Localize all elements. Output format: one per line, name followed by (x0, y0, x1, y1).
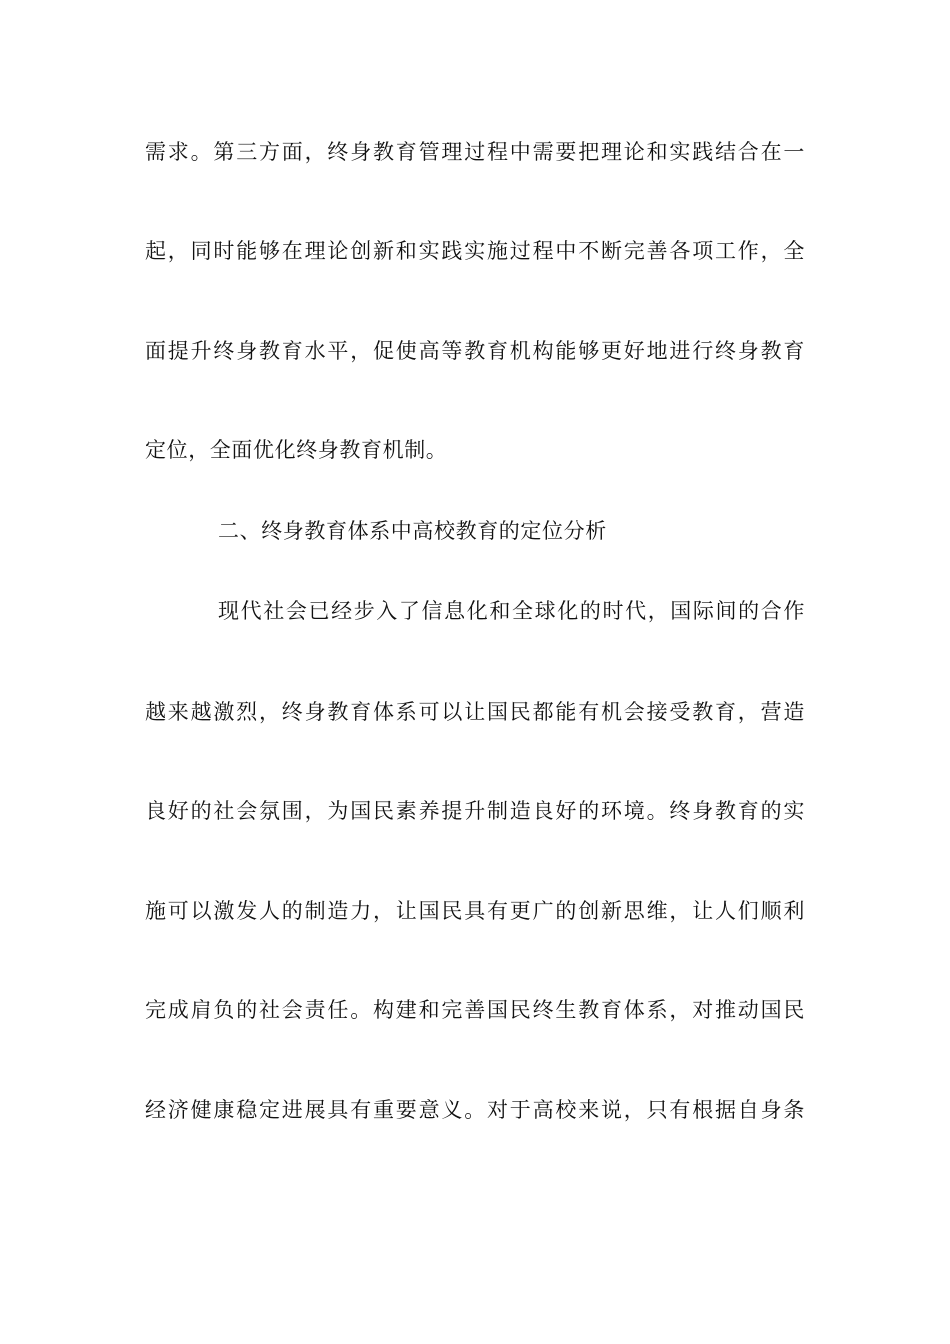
paragraph-line: 施可以激发人的制造力，让国民具有更广的创新思维，让人们顺利 (145, 899, 805, 923)
paragraph-line: 经济健康稳定进展具有重要意义。对于高校来说，只有根据自身条 (145, 1098, 805, 1122)
paragraph-line: 需求。第三方面，终身教育管理过程中需要把理论和实践结合在一 (145, 140, 805, 164)
paragraph-line: 定位，全面优化终身教育机制。 (145, 438, 448, 462)
paragraph-line: 良好的社会氛围，为国民素养提升制造良好的环境。终身教育的实 (145, 799, 805, 823)
paragraph-line: 面提升终身教育水平，促使高等教育机构能够更好地进行终身教育 (145, 339, 805, 363)
paragraph-line: 起，同时能够在理论创新和实践实施过程中不断完善各项工作，全 (145, 239, 805, 263)
paragraph-line: 现代社会已经步入了信息化和全球化的时代，国际间的合作 (218, 599, 805, 623)
section-heading: 二、终身教育体系中高校教育的定位分析 (218, 519, 607, 543)
paragraph-line: 完成肩负的社会责任。构建和完善国民终生教育体系，对推动国民 (145, 998, 805, 1022)
paragraph-line: 越来越激烈，终身教育体系可以让国民都能有机会接受教育，营造 (145, 700, 805, 724)
